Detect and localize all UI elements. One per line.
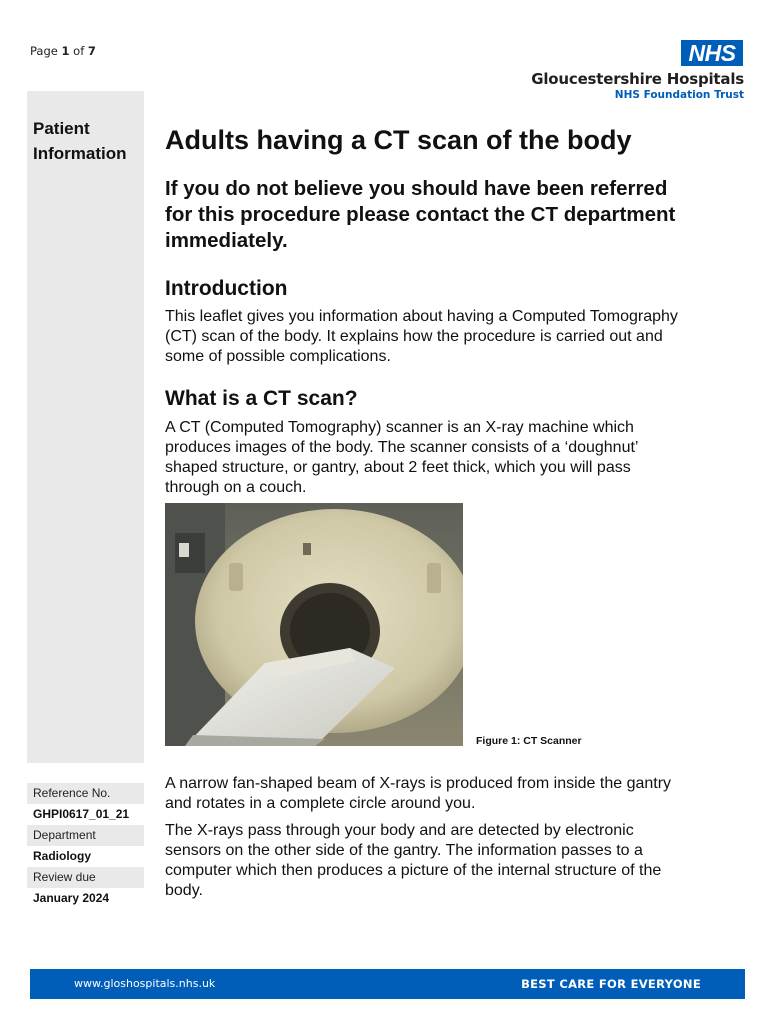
page-total: 7 [87,44,96,58]
footer-slogan: BEST CARE FOR EVERYONE [521,977,701,991]
page-title: Adults having a CT scan of the body [165,125,632,155]
meta-value-reference: GHPI0617_01_21 [27,804,144,825]
footer-url[interactable]: www.gloshospitals.nhs.uk [74,977,216,990]
meta-label-reference: Reference No. [27,783,144,804]
what-paragraph: A CT (Computed Tomography) scanner is an X-ray machine which produces images of the body. The scanner consists of a ‘doughnut’ shaped structure, or gantry, about 2 feet thick, which you will pass through on a couch. [165,419,638,496]
meta-label-review: Review due [27,867,144,888]
intro-heading: Introduction [165,277,288,300]
ct-scanner-image [165,503,463,746]
meta-value-department: Radiology [27,846,144,867]
xrays-paragraph: The X-rays pass through your body and are detected by electronic sensors on the other side of the gantry. The information passes to a computer which then produces a picture of the internal structure of the body. [165,822,662,899]
org-name: Gloucestershire Hospitals [531,70,744,88]
referral-warning: If you do not believe you should have been referred for this procedure please contact the CT department immediately. [165,177,676,252]
page-of: of [73,44,85,58]
footer-bar [30,969,745,999]
org-trust: NHS Foundation Trust [614,89,744,101]
sidebar-title [33,116,127,166]
beam-paragraph: A narrow fan-shaped beam of X-rays is produced from inside the gantry and rotates in a complete circle around you. [165,775,672,812]
page-number [30,44,96,58]
meta-value-review: January 2024 [27,888,144,909]
sidebar-panel [27,91,144,763]
page-current: 1 [61,44,70,58]
intro-paragraph: This leaflet gives you information about having a Computed Tomography (CT) scan of the body. It explains how the procedure is carried out and some of possible complications. [165,308,678,365]
nhs-logo: NHS [681,40,743,66]
sidebar-title-line1: Patient [33,119,90,138]
meta-label-department: Department [27,825,144,846]
figure-caption: Figure 1: CT Scanner [476,735,582,747]
main-content [165,120,685,254]
document-meta [27,783,144,909]
page-prefix: Page [30,44,58,58]
sidebar-title-line2: Information [33,144,127,163]
what-heading: What is a CT scan? [165,387,358,410]
